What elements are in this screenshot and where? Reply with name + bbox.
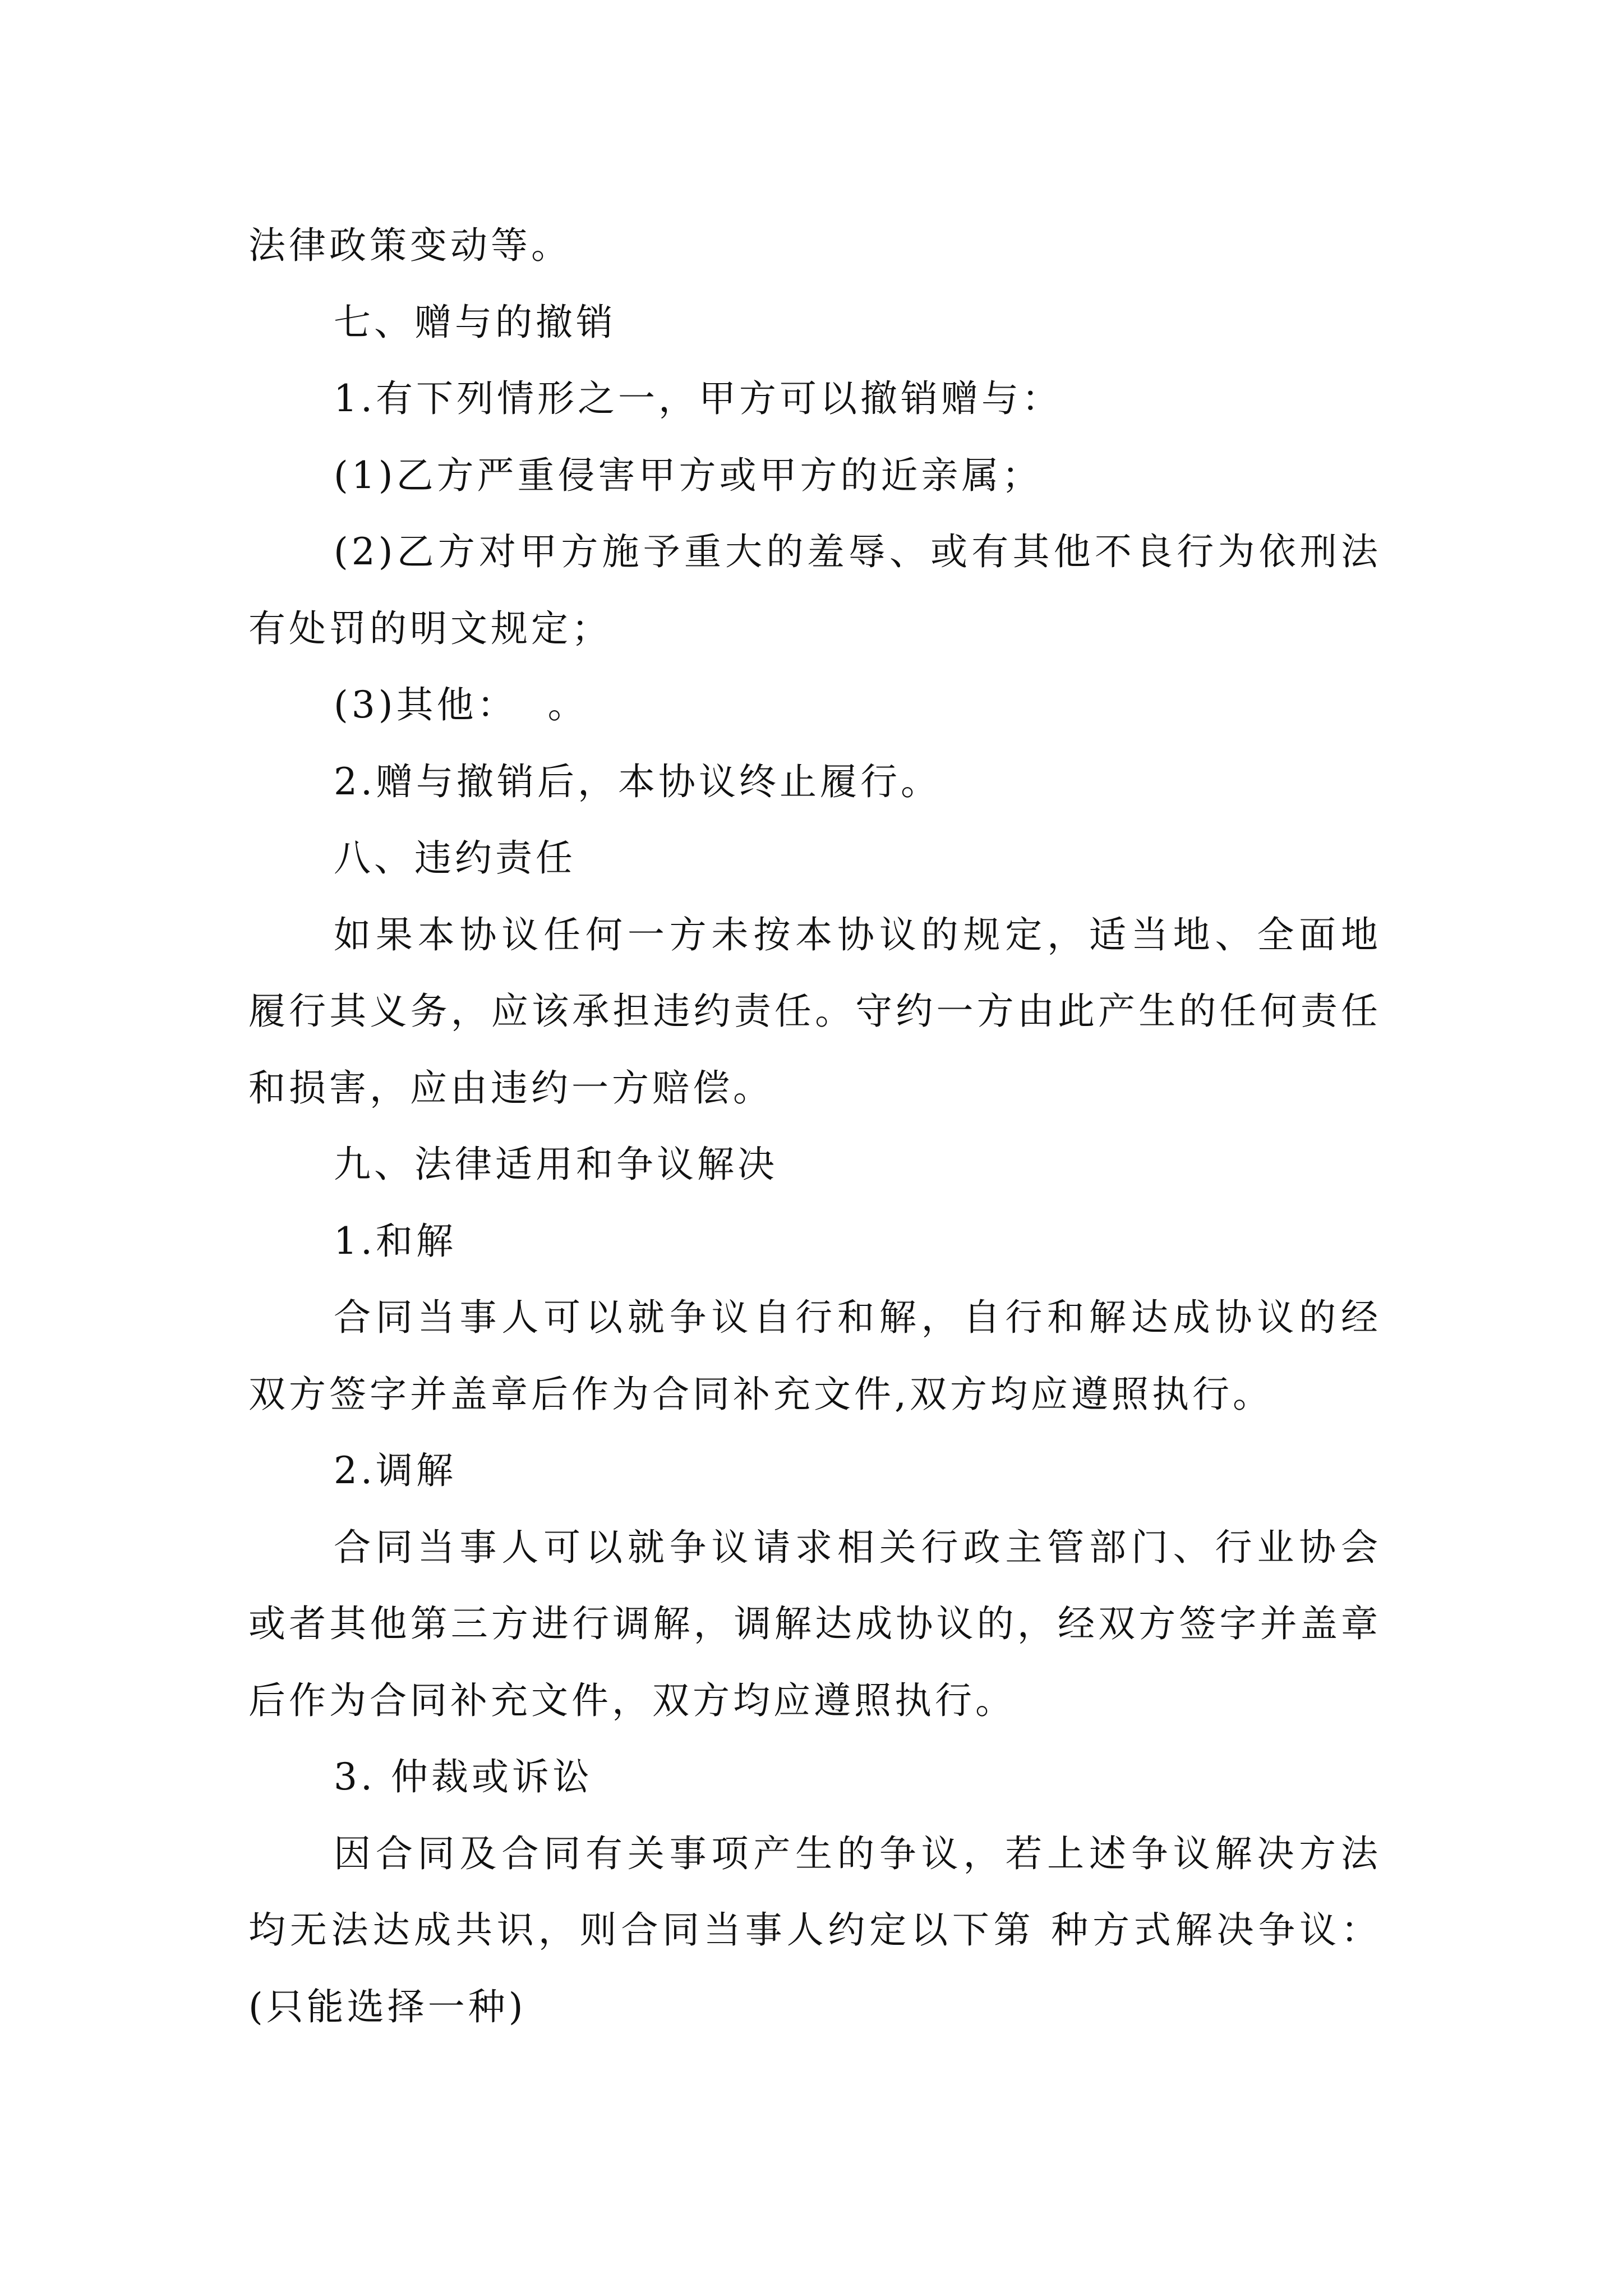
paragraph-revocation-effect: 2.赠与撤销后，本协议终止履行。 (334, 760, 941, 803)
subheading-arbitration-litigation: 3. 仲裁或诉讼 (334, 1755, 593, 1798)
paragraph-revocation-conditions: 1.有下列情形之一，甲方可以撤销赠与： (334, 377, 1062, 420)
paragraph-legal-policy-change: 法律政策变动等。 (248, 224, 571, 267)
section-heading-dispute-resolution: 九、法律适用和争议解决 (334, 1143, 778, 1186)
section-heading-revocation: 七、赠与的撤销 (334, 300, 616, 344)
section-heading-breach-liability: 八、违约责任 (334, 836, 576, 880)
paragraph-breach-liability: 如果本协议任何一方未按本协议的规定，适当地、全面地履行其义务，应该承担违约责任。守约一方由此产生的任何责任和损害，应由违约一方赔偿。 (248, 913, 1381, 1110)
paragraph-arbitration-litigation: 因合同及合同有关事项产生的争议，若上述争议解决方法均无法达成共识，则合同当事人约定以下第 种方式解决争议：(只能选择一种) (248, 1832, 1381, 2028)
list-item-revocation-3: (3)其他： 。 (334, 683, 588, 726)
paragraph-mediation: 合同当事人可以就争议请求相关行政主管部门、行业协会或者其他第三方进行调解，调解达成协议的，经双方签字并盖章后作为合同补充文件，双方均应遵照执行。 (248, 1525, 1381, 1722)
document-body (248, 208, 1381, 2045)
subheading-mediation: 2.调解 (334, 1449, 457, 1492)
paragraph-settlement: 合同当事人可以就争议自行和解，自行和解达成协议的经双方签字并盖章后作为合同补充文件,双方均应遵照执行。 (248, 1296, 1381, 1416)
list-item-revocation-2: (2)乙方对甲方施予重大的羞辱、或有其他不良行为依刑法有处罚的明文规定； (248, 530, 1381, 650)
subheading-settlement: 1.和解 (334, 1219, 457, 1263)
list-item-revocation-1: (1)乙方严重侵害甲方或甲方的近亲属； (334, 453, 1043, 497)
